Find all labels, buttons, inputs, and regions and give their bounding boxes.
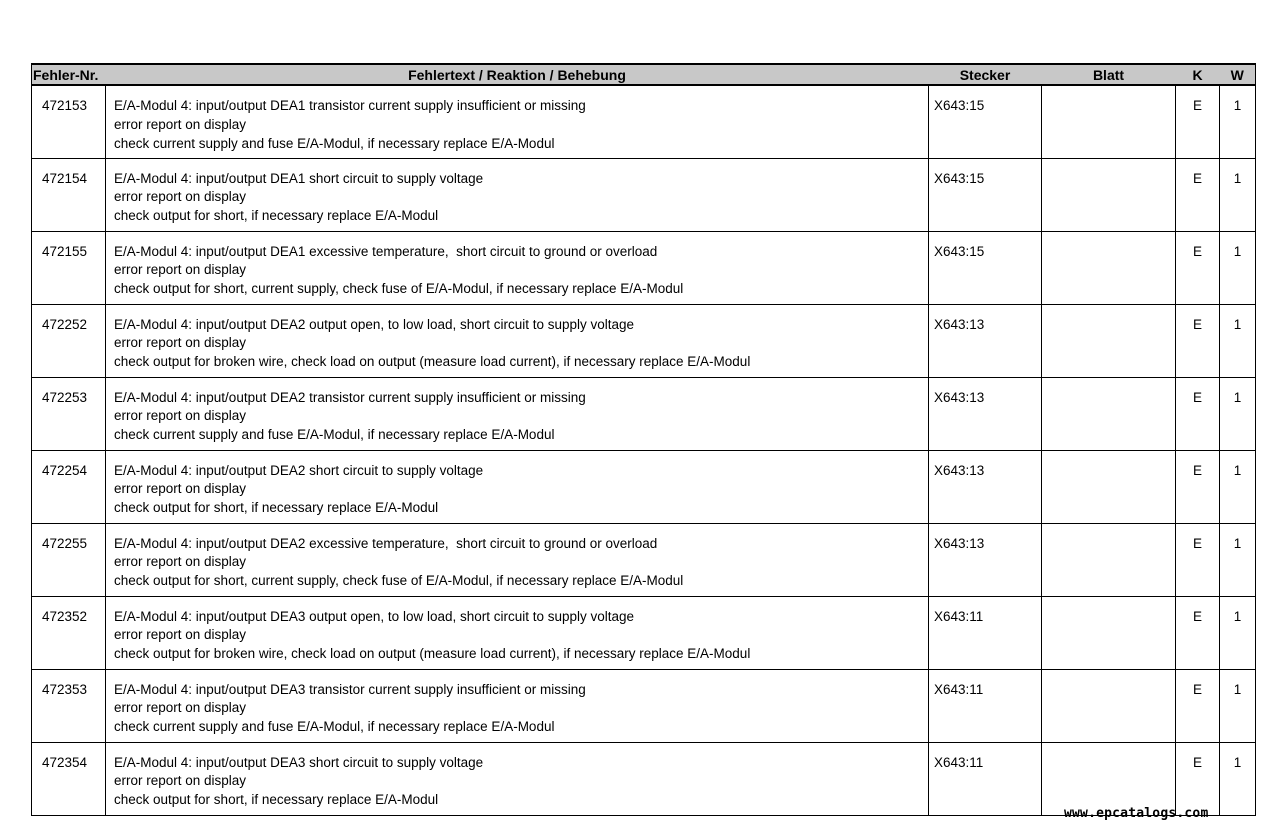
error-text-line: E/A-Modul 4: input/output DEA2 transistor current supply insufficient or missing [114,389,586,405]
w-cell: 1 [1220,158,1256,231]
error-number-cell: 472154 [32,158,106,231]
error-text-line: E/A-Modul 4: input/output DEA2 short circuit to supply voltage [114,462,484,478]
error-text-cell [106,377,929,450]
k-cell: E [1176,450,1220,523]
blatt-cell [1042,377,1176,450]
k-cell: E [1176,158,1220,231]
stecker-cell: X643:11 [929,742,1042,815]
error-text-line: E/A-Modul 4: input/output DEA1 transistor current supply insufficient or missing [114,98,586,113]
header-stecker: Stecker [929,64,1042,85]
error-text-line: E/A-Modul 4: input/output DEA3 short circuit to supply voltage [114,754,484,770]
error-text-line: check current supply and fuse E/A-Modul, if necessary replace E/A-Modul [114,719,555,735]
error-text-line: E/A-Modul 4: input/output DEA1 short circuit to supply voltage [114,170,484,186]
error-number-cell: 472354 [32,742,106,815]
k-cell: E [1176,85,1220,158]
error-text-line: check output for broken wire, check load on output (measure load current), if necessary replace E/A-Modul [114,646,751,662]
error-number-cell: 472153 [32,85,106,158]
w-cell: 1 [1220,304,1256,377]
header-blatt: Blatt [1042,64,1176,85]
w-cell: 1 [1220,450,1256,523]
error-text-line: check current supply and fuse E/A-Modul, if necessary replace E/A-Modul [114,135,555,151]
error-text-line: error report on display [114,116,247,132]
table-row [32,742,1256,815]
error-text-line: E/A-Modul 4: input/output DEA2 output open, to low load, short circuit to supply voltage [114,316,635,332]
blatt-cell [1042,231,1176,304]
header-k: K [1176,64,1220,85]
k-cell: E [1176,742,1220,815]
error-text-line: check output for broken wire, check load on output (measure load current), if necessary replace E/A-Modul [114,354,751,370]
table-row [32,158,1256,231]
error-text-cell [106,596,929,669]
error-text-line: E/A-Modul 4: input/output DEA2 excessive temperature, short circuit to ground or overload [114,535,658,551]
table-row [32,85,1256,158]
blatt-cell [1042,158,1176,231]
w-cell: 1 [1220,85,1256,158]
stecker-cell: X643:15 [929,231,1042,304]
error-text-line: error report on display [114,481,247,497]
w-cell: 1 [1220,377,1256,450]
error-text-line: error report on display [114,335,247,351]
header-w: W [1220,64,1256,85]
error-text-line: check output for short, if necessary replace E/A-Modul [114,500,439,516]
error-text-cell [106,231,929,304]
error-text-cell [106,85,929,158]
error-text-line: error report on display [114,189,247,205]
stecker-cell: X643:13 [929,377,1042,450]
error-text-line: check output for short, if necessary replace E/A-Modul [114,208,439,224]
stecker-cell: X643:15 [929,158,1042,231]
error-text-line: error report on display [114,773,247,789]
error-text-line: E/A-Modul 4: input/output DEA3 transistor current supply insufficient or missing [114,681,586,697]
table-row [32,450,1256,523]
error-text-line: error report on display [114,262,247,278]
w-cell: 1 [1220,596,1256,669]
error-text-line: E/A-Modul 4: input/output DEA1 excessive temperature, short circuit to ground or overload [114,243,658,259]
error-text-cell [106,304,929,377]
stecker-cell: X643:13 [929,304,1042,377]
w-cell: 1 [1220,742,1256,815]
stecker-cell: X643:11 [929,596,1042,669]
watermark: www.epcatalogs.com [1064,806,1209,821]
w-cell: 1 [1220,669,1256,742]
k-cell: E [1176,596,1220,669]
error-text-line: error report on display [114,554,247,570]
error-text-line: error report on display [114,627,247,643]
error-number-cell: 472155 [32,231,106,304]
blatt-cell [1042,596,1176,669]
error-text-cell [106,450,929,523]
k-cell: E [1176,669,1220,742]
table-row [32,304,1256,377]
error-text-cell [106,742,929,815]
error-text-line: error report on display [114,700,247,716]
error-text-line: check output for short, current supply, check fuse of E/A-Modul, if necessary replace E/A-Modul [114,573,684,589]
error-number-cell: 472253 [32,377,106,450]
table-row [32,523,1256,596]
table-header-row [32,64,1256,85]
table-row [32,669,1256,742]
k-cell: E [1176,231,1220,304]
k-cell: E [1176,377,1220,450]
w-cell: 1 [1220,523,1256,596]
stecker-cell: X643:13 [929,523,1042,596]
error-number-cell: 472254 [32,450,106,523]
error-text-line: check current supply and fuse E/A-Modul, if necessary replace E/A-Modul [114,427,555,443]
error-text-line: check output for short, current supply, check fuse of E/A-Modul, if necessary replace E/A-Modul [114,281,684,297]
k-cell: E [1176,523,1220,596]
blatt-cell [1042,450,1176,523]
blatt-cell [1042,304,1176,377]
error-text-line: check output for short, if necessary replace E/A-Modul [114,792,439,808]
stecker-cell: X643:11 [929,669,1042,742]
blatt-cell [1042,85,1176,158]
error-number-cell: 472252 [32,304,106,377]
header-fehler-nr: Fehler-Nr. [32,64,106,85]
blatt-cell [1042,742,1176,815]
stecker-cell: X643:13 [929,450,1042,523]
error-text-line: E/A-Modul 4: input/output DEA3 output open, to low load, short circuit to supply voltage [114,608,635,624]
blatt-cell [1042,523,1176,596]
stecker-cell: X643:15 [929,85,1042,158]
error-text-cell [106,669,929,742]
header-fehlertext: Fehlertext / Reaktion / Behebung [106,64,929,85]
table-row [32,596,1256,669]
blatt-cell [1042,669,1176,742]
error-text-cell [106,523,929,596]
w-cell: 1 [1220,231,1256,304]
error-text-cell [106,158,929,231]
table-row [32,231,1256,304]
error-number-cell: 472352 [32,596,106,669]
error-number-cell: 472255 [32,523,106,596]
error-number-cell: 472353 [32,669,106,742]
table-row [32,377,1256,450]
k-cell: E [1176,304,1220,377]
error-code-table [31,63,1256,816]
error-text-line: error report on display [114,408,247,424]
